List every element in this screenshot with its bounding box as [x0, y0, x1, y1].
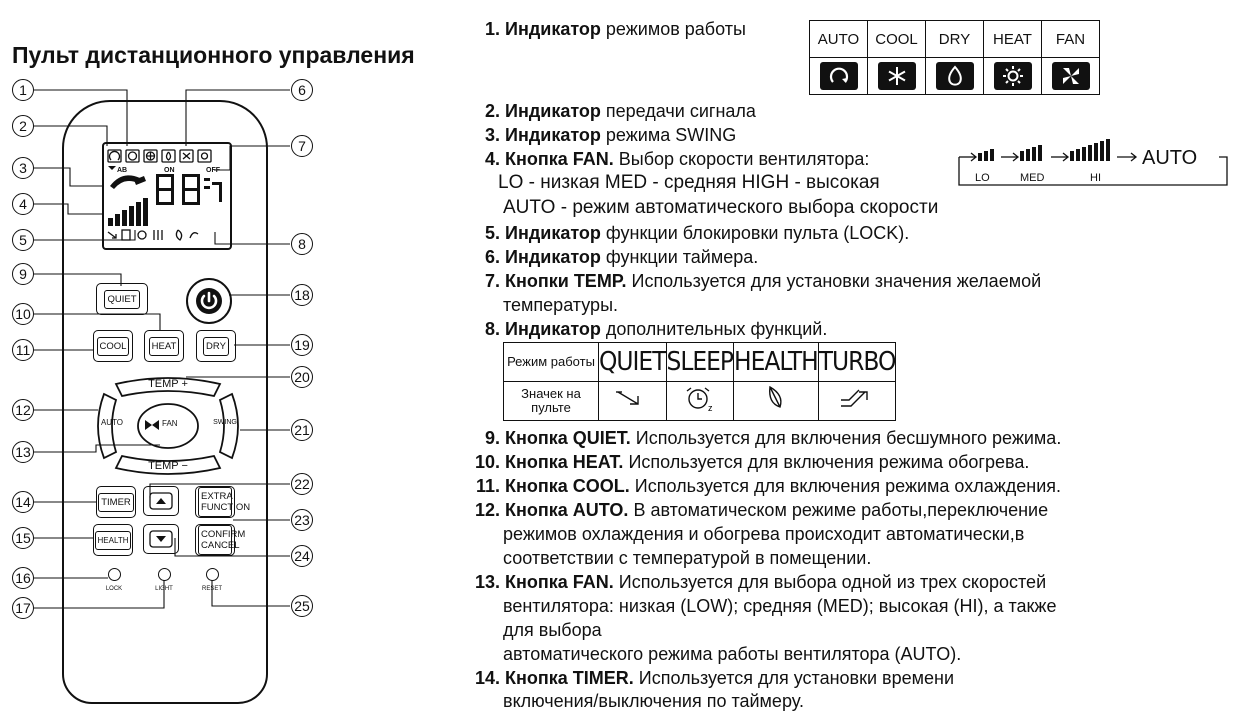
callout-3: 3	[12, 157, 34, 179]
auto-icon	[820, 62, 858, 90]
fan-speeds-text: LO - низкая MED - средняя HIGH - высокая	[498, 172, 880, 193]
callout-8: 8	[291, 233, 313, 255]
fan-lo-label: LO	[975, 172, 990, 184]
page-title: Пульт дистанционного управления	[12, 42, 415, 68]
svg-text:ON: ON	[164, 167, 175, 174]
item-3: 3. Индикатор режима SWING	[484, 125, 737, 145]
item-2: 2. Индикатор передачи сигнала	[484, 101, 756, 121]
item-14-cont: включения/выключения по таймеру.	[503, 691, 804, 711]
callout-6: 6	[291, 79, 313, 101]
callout-24: 24	[291, 545, 313, 567]
item-7-cont: температуры.	[503, 295, 619, 315]
mode-heat-label: HEAT	[984, 21, 1042, 58]
item-14: 14. Кнопка TIMER. Используется для установки времени	[474, 668, 955, 688]
fan-auto-label: AUTO	[1142, 147, 1198, 169]
callout-9: 9	[12, 263, 34, 285]
leader-lines-icon	[0, 0, 330, 713]
item-13-cont-3: автоматического режима работы вентилятора (AUTO).	[503, 644, 962, 664]
lock-label: LOCK	[105, 586, 123, 592]
callout-1: 1	[12, 79, 34, 101]
mode-auto-label: AUTO	[810, 21, 868, 58]
auto-button[interactable]: AUTO	[100, 418, 124, 427]
fan-med-label: MED	[1020, 172, 1045, 184]
svg-text:z: z	[707, 403, 713, 413]
mode-cool-label: COOL	[868, 21, 926, 58]
item-12: 12. Кнопка AUTO. В автоматическом режиме работы,переключение	[474, 500, 1049, 520]
function-quiet-label: QUIET	[599, 343, 667, 382]
item-4: 4. Кнопка FAN. Выбор скорости вентилятора:	[484, 149, 870, 169]
callout-15: 15	[12, 527, 34, 549]
function-health-label: HEALTH	[734, 343, 819, 382]
callout-23: 23	[291, 509, 313, 531]
reset-label: RESET	[201, 586, 222, 592]
fan-auto-text: AUTO - режим автоматического выбора скорости	[503, 197, 939, 218]
water-drop-icon	[936, 62, 974, 90]
temp-plus-button[interactable]: TEMP +	[148, 378, 188, 390]
cool-button-label: COOL	[97, 337, 130, 356]
heat-button-label: HEAT	[149, 337, 180, 356]
temp-minus-button[interactable]: TEMP −	[148, 460, 188, 472]
functions-table	[503, 342, 896, 421]
callout-12: 12	[12, 399, 34, 421]
callout-5: 5	[12, 229, 34, 251]
function-sleep-label: SLEEP	[666, 343, 734, 382]
quiet-button-label: QUIET	[104, 290, 139, 309]
item-9: 9. Кнопка QUIET. Используется для включения бесшумного режима.	[484, 428, 1062, 448]
callout-14: 14	[12, 491, 34, 513]
item-8: 8. Индикатор дополнительных функций.	[484, 319, 828, 339]
callout-13: 13	[12, 441, 34, 463]
item-13-cont-2: для выбора	[503, 620, 602, 640]
snowflake-icon	[878, 62, 916, 90]
functions-row1-header: Режим работы	[504, 343, 599, 382]
item-12-cont-2: соответствии с температурой в помещении.	[503, 548, 872, 568]
turbo-icon	[835, 384, 879, 412]
callout-25: 25	[291, 595, 313, 617]
item-7: 7. Кнопки TEMP. Используется для установки значения желаемой	[484, 271, 1042, 291]
svg-text:OFF: OFF	[206, 167, 220, 174]
callout-22: 22	[291, 473, 313, 495]
health-icon	[756, 383, 796, 413]
item-1: 1. Индикатор режимов работы	[484, 19, 746, 39]
confirm-cancel-label: CONFIRM CANCEL	[198, 525, 232, 555]
function-turbo-label: TURBO	[818, 343, 896, 382]
callout-19: 19	[291, 334, 313, 356]
fan-button[interactable]: FAN	[162, 419, 178, 428]
callout-20: 20	[291, 366, 313, 388]
item-10: 10. Кнопка HEAT. Используется для включения режима обогрева.	[474, 452, 1030, 472]
swing-button[interactable]: SWING	[213, 419, 237, 426]
callout-2: 2	[12, 115, 34, 137]
callout-7: 7	[291, 135, 313, 157]
callout-21: 21	[291, 419, 313, 441]
callout-4: 4	[12, 193, 34, 215]
sun-icon	[994, 62, 1032, 90]
light-label: LIGHT	[155, 586, 173, 592]
item-11: 11. Кнопка COOL. Используется для включения режима охлаждения.	[475, 476, 1062, 496]
mode-fan-label: FAN	[1042, 21, 1100, 58]
callout-17: 17	[12, 597, 34, 619]
item-13: 13. Кнопка FAN. Используется для выбора одной из трех скоростей	[474, 572, 1047, 592]
item-13-cont-1: вентилятора: низкая (LOW); средняя (MED); высокая (HI), а также	[503, 596, 1057, 616]
callout-11: 11	[12, 339, 34, 361]
extra-function-label: EXTRA FUNCTION	[198, 487, 232, 517]
callout-18: 18	[291, 284, 313, 306]
quiet-icon	[612, 384, 652, 412]
item-5: 5. Индикатор функции блокировки пульта (LOCK).	[484, 223, 910, 243]
health-button-label: HEALTH	[95, 531, 132, 550]
callout-10: 10	[12, 303, 34, 325]
fan-icon	[1052, 62, 1090, 90]
item-6: 6. Индикатор функции таймера.	[484, 247, 759, 267]
item-12-cont-1: режимов охлаждения и обогрева происходит автоматически,в	[503, 524, 1025, 544]
fan-hi-label: HI	[1090, 172, 1101, 184]
sleep-icon	[680, 383, 720, 413]
callout-16: 16	[12, 567, 34, 589]
mode-table	[809, 20, 1100, 95]
mode-dry-label: DRY	[926, 21, 984, 58]
svg-text:AB: AB	[117, 167, 128, 174]
dry-button-label: DRY	[203, 337, 229, 356]
functions-row2-header: Значек на пульте	[504, 382, 599, 421]
timer-button-label: TIMER	[98, 493, 134, 512]
